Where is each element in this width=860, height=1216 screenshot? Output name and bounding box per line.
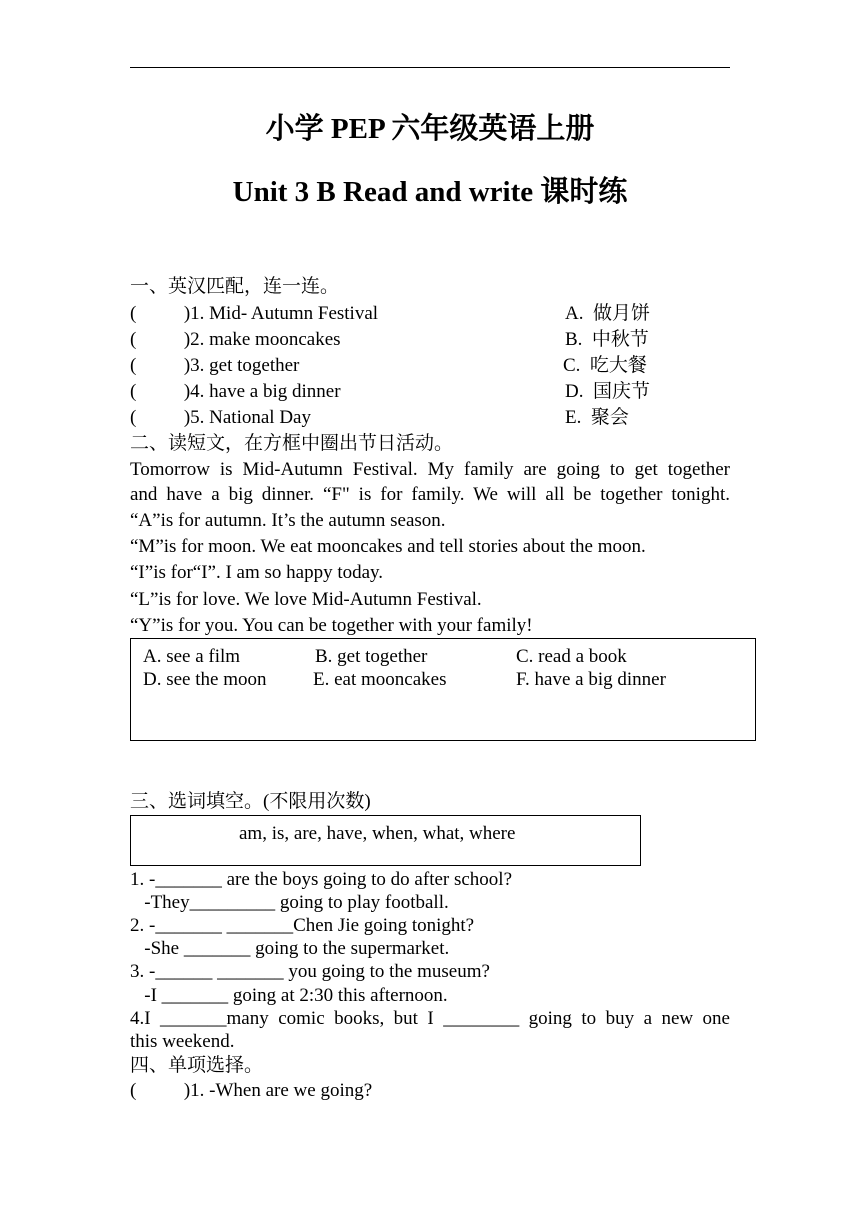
match-item-right: D. 国庆节 [565,381,650,402]
fill-in-line: 4.I _______many comic books, but I ________ going to buy a new one [130,1008,730,1029]
page-subtitle: Unit 3 B Read and write 课时练 [232,176,628,208]
passage-line: “A”is for autumn. It’s the autumn season. [130,510,446,531]
choice-item: ( )1. -When are we going? [130,1080,373,1101]
activity-option: C. read a book [516,646,627,667]
section4-heading: 四、单项选择。 [130,1055,264,1076]
fill-in-line: 3. -______ _______ you going to the museum? [130,961,490,982]
match-item-left: ( )5. National Day [130,407,311,428]
match-item-left: ( )1. Mid- Autumn Festival [130,303,379,324]
word-bank-box [130,815,641,866]
passage-line: “M”is for moon. We eat mooncakes and tell stories about the moon. [130,536,646,557]
activity-option: F. have a big dinner [516,669,666,690]
passage-line: and have a big dinner. “F" is for family. We will all be together tonight. [130,484,730,505]
passage-line: “L”is for love. We love Mid-Autumn Festival. [130,589,482,610]
section2-heading: 二、读短文，在方框中圈出节日活动。 [130,433,454,454]
match-item-right: B. 中秋节 [565,329,649,350]
passage-line: “Y”is for you. You can be together with your family! [130,615,533,636]
fill-in-line: -They_________ going to play football. [130,892,449,913]
match-item-right: C. 吃大餐 [563,355,647,376]
fill-in-line: 1. -_______ are the boys going to do after school? [130,869,513,890]
match-item-left: ( )3. get together [130,355,300,376]
match-item-left: ( )4. have a big dinner [130,381,341,402]
passage-line: “I”is for“I”. I am so happy today. [130,562,384,583]
top-rule [130,67,730,68]
match-item-right: E. 聚会 [565,407,629,428]
activity-option: E. eat mooncakes [313,669,447,690]
fill-in-line: this weekend. [130,1031,235,1052]
section3-heading: 三、选词填空。(不限用次数) [130,791,371,812]
fill-in-line: -She _______ going to the supermarket. [130,938,450,959]
activity-option: B. get together [315,646,428,667]
match-item-left: ( )2. make mooncakes [130,329,341,350]
activity-option: A. see a film [143,646,241,667]
match-item-right: A. 做月饼 [565,303,650,324]
section1-heading: 一、英汉匹配，连一连。 [130,276,340,297]
activity-option: D. see the moon [143,669,267,690]
word-bank: am, is, are, have, when, what, where [239,823,516,844]
fill-in-line: 2. -_______ _______Chen Jie going tonight? [130,915,475,936]
activity-options-box [130,638,756,741]
passage-line: Tomorrow is Mid-Autumn Festival. My family are going to get together [130,459,730,480]
fill-in-line: -I _______ going at 2:30 this afternoon. [130,985,448,1006]
page-title: 小学 PEP 六年级英语上册 [265,113,595,145]
